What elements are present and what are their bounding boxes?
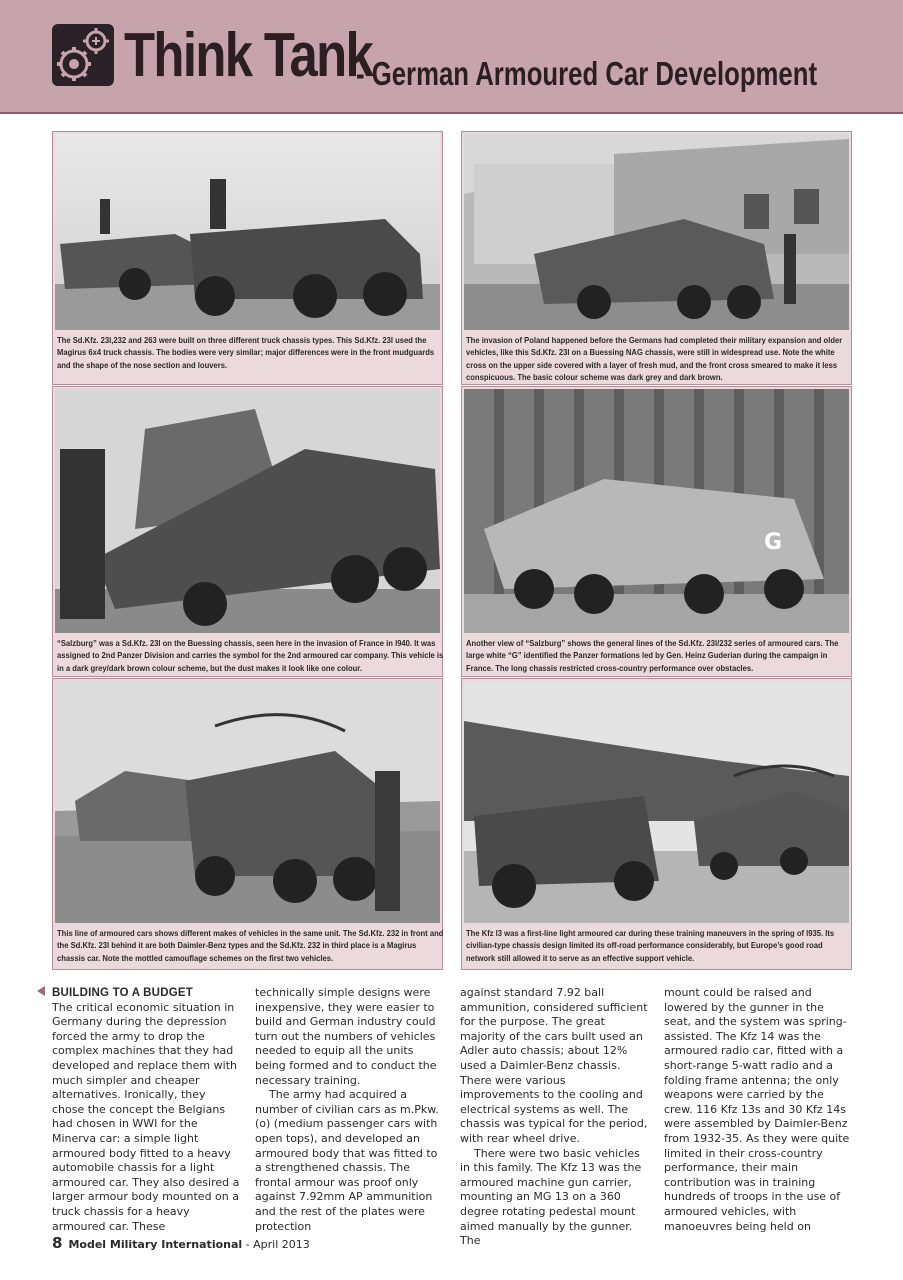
photo-panel-1 [52, 131, 443, 385]
body-paragraph: against standard 7.92 ball ammunition, considered sufficient for the purpose. The great majority of the cars built used an Adler auto chassis; about 12% used a Daimler-Benz chassis. There were various improvements to the cooling and electrical systems as well. The chassis was typical for the period, with rear wheel drive. [460, 986, 648, 1145]
photo-caption: “Salzburg” was a Sd.Kfz. 23l on the Buessing chassis, seen here in the invasion of France in l940. It was assigned to 2nd Panzer Division and carries the symbol for the 2nd armoured car company. This vehicle is in a dark grey/dark brown colour scheme, but the dust makes it look like one colour. [57, 638, 444, 673]
text-column-1 [52, 986, 240, 1234]
photo-caption: Another view of “Salzburg” shows the general lines of the Sd.Kfz. 23l/232 series of armoured cars. The large white “G” identified the Panzer formations led by Gen. Heinz Guderian during the campaign in France. The long chassis restricted cross-country performance over obstacles. [466, 638, 839, 673]
armoured-car-photo [464, 681, 849, 923]
photo-panel-6 [461, 678, 852, 970]
body-paragraph: The army had acquired a number of civilian cars as m.Pkw. (o) (medium passenger cars with open tops), and developed an armoured body that was fitted to a strengthened chassis. The frontal armour was proof only against 7.92mm AP ammunition and the rest of the plates were protection [255, 1088, 439, 1233]
armoured-car-photo [464, 389, 849, 633]
photo-caption: The Kfz l3 was a first-line light armoured car during these training maneuvers in the spring of l935. Its civilian-type chassis design limited its off-road performance considerably, but Europe’s good road network still allowed it to serve as an effective support vehicle. [466, 928, 835, 963]
text-column-4 [664, 986, 852, 1234]
photo-panel-3 [52, 386, 443, 677]
svg-text:G: G [764, 530, 783, 555]
gear-logo-icon [52, 24, 114, 86]
body-paragraph: The critical economic situation in Germany during the depression forced the army to drop the complex machines that they had developed and replace them with much simpler and cheaper alternatives. Ironically, they chose the concept the Belgians had chosen in WWI for the Minerva car: a simple light armoured body fitted to a heavy automobile chassis for a light armoured car. They also desired a larger armour body mounted on a truck chassis for a heavy armoured car. These [52, 1000, 240, 1233]
body-paragraph: technically simple designs were inexpensive, they were easier to build and German industry could turn out the numbers of vehicles needed to equip all the units being formed and to conduct the necessary training. [255, 986, 437, 1087]
photo-panel-2 [461, 131, 852, 385]
page-footer [52, 1234, 310, 1252]
armoured-car-photo [464, 134, 849, 330]
body-paragraph: There were two basic vehicles in this family. The Kfz 13 was the armoured machine gun carrier, mounting an MG 13 on a 360 degree rotating pedestal mount aimed manually by the gunner. The [460, 1146, 642, 1248]
section-arrow-icon [37, 986, 45, 996]
photo-caption: This line of armoured cars shows different makes of vehicles in the same unit. The Sd.Kfz. 232 in front and the Sd.Kfz. 23l behind it are both Daimler-Benz types and the Sd.Kfz. 232 in third place is a Magirus chassis car. Note the mottled camouflage schemes on the first two vehicles. [57, 928, 444, 963]
armoured-car-photo [55, 134, 440, 330]
photo-caption: The invasion of Poland happened before the Germans had completed their military expansion and older vehicles, like this Sd.Kfz. 23l on a Buessing NAG chassis, were still in widespread use. Note the white cross on the upper side covered with a layer of fresh mud, and the front cross smeared to make it less conspicuous. The basic colour scheme was dark grey and dark brown. [466, 335, 843, 383]
armoured-car-photo [55, 681, 440, 923]
issue-date: - April 2013 [245, 1238, 310, 1251]
photo-caption: The Sd.Kfz. 23l,232 and 263 were built on three different truck chassis types. This Sd.Kfz. 23l used the Magirus 6x4 truck chassis. The bodies were very similar; major differences were in the front mudguards and the shape of the nose section and louvers. [57, 335, 435, 370]
page-header [0, 0, 903, 114]
armoured-car-photo [55, 389, 440, 633]
text-column-3 [460, 986, 648, 1249]
magazine-name: Model Military International [68, 1238, 243, 1251]
page-number: 8 [52, 1234, 63, 1252]
page-subtitle: - German Armoured Car Development [356, 55, 818, 92]
photo-panel-5 [52, 678, 443, 970]
page-title: Think Tank [124, 21, 373, 90]
text-column-2 [255, 986, 443, 1234]
section-heading: BUILDING TO A BUDGET [52, 987, 193, 999]
photo-panel-4 [461, 386, 852, 677]
body-paragraph: mount could be raised and lowered by the gunner in the seat, and the system was spring-assisted. The Kfz 14 was the armoured radio car, fitted with a short-range 5-watt radio and a folding frame antenna; the only weapons were carried by the crew. 116 Kfz 13s and 30 Kfz 14s were assembled by Daimler-Benz from 1932-35. As they were quite limited in their cross-country performance, their main contribution was in training hundreds of troops in the use of armoured vehicles, with manoeuvres being held on [664, 986, 850, 1233]
